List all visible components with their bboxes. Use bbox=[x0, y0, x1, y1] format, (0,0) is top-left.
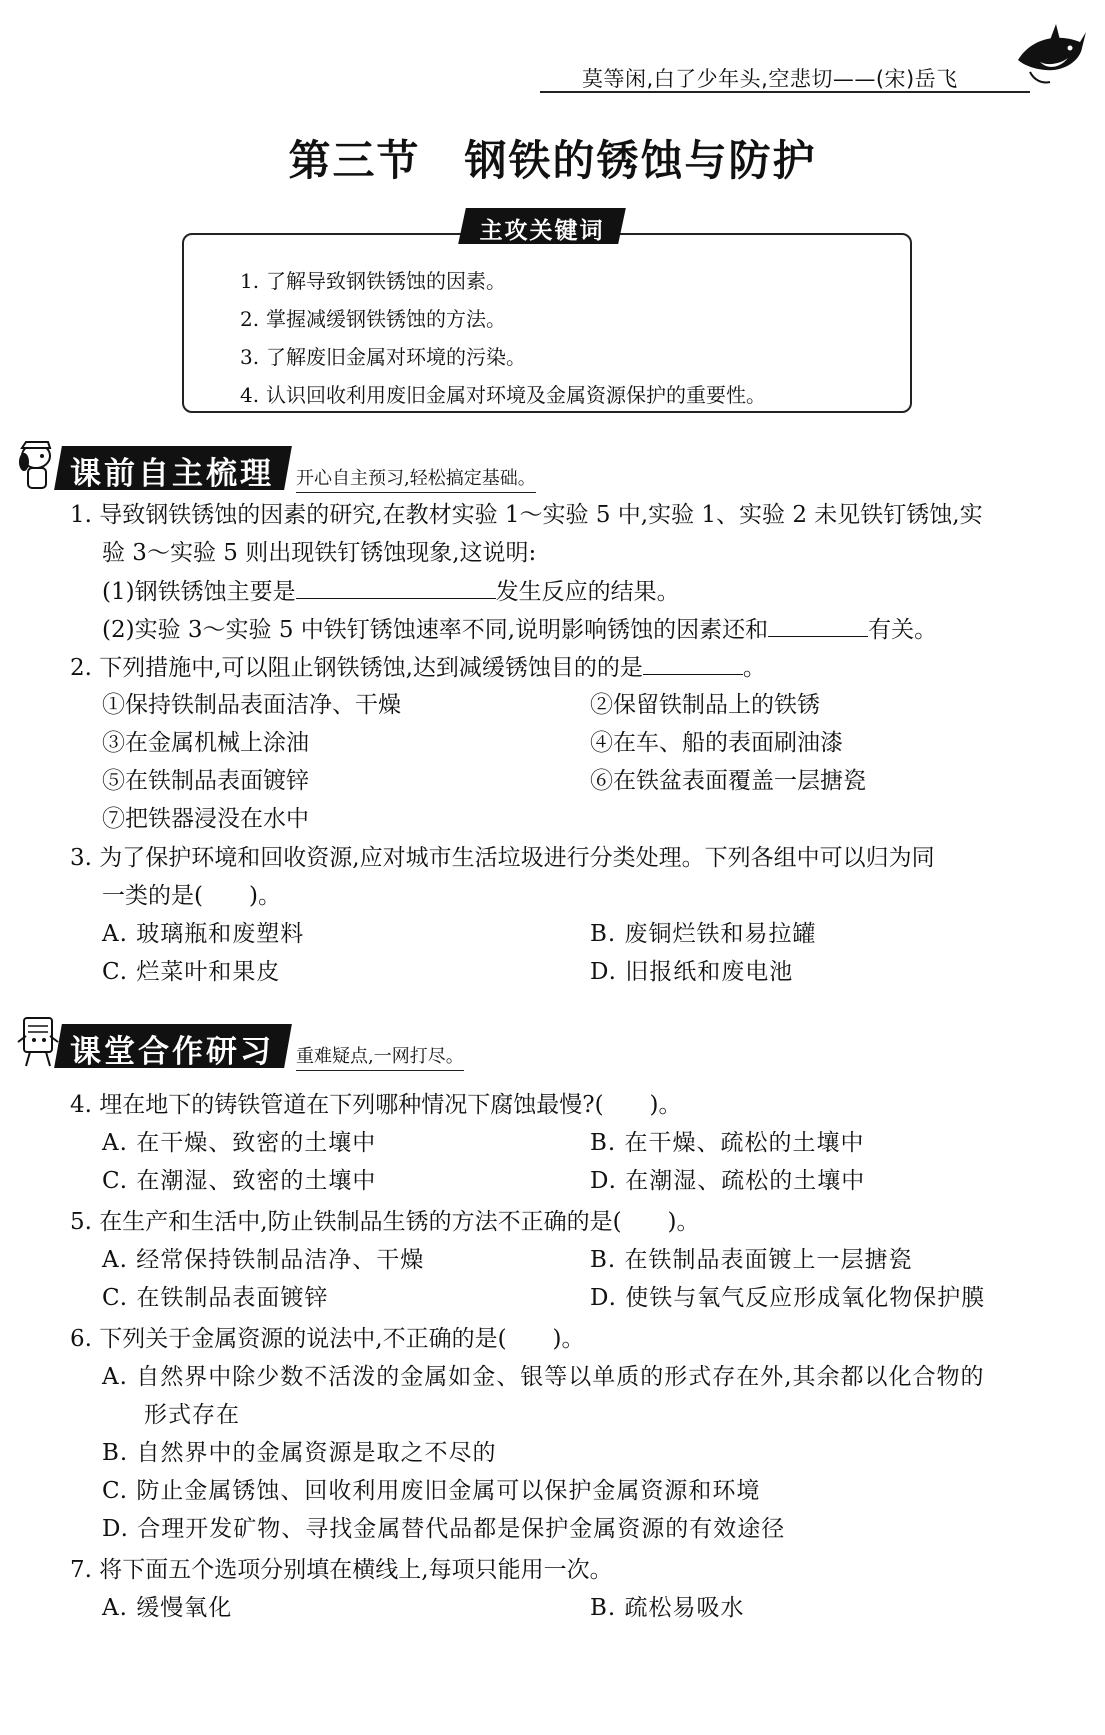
q3-option-c: C. 烂菜叶和果皮 bbox=[102, 959, 281, 985]
q4-stem: 4. 埋在地下的铸铁管道在下列哪种情况下腐蚀最慢?( )。 bbox=[70, 1092, 682, 1118]
q5-stem: 5. 在生产和生活中,防止铁制品生锈的方法不正确的是( )。 bbox=[70, 1209, 700, 1235]
q6-option-a: A. 自然界中除少数不活泼的金属如金、银等以单质的形式存在外,其余都以化合物的 bbox=[102, 1364, 985, 1390]
q1-part2: (2)实验 3～实验 5 中铁钉锈蚀速率不同,说明影响锈蚀的因素还和 有关。 bbox=[102, 614, 937, 645]
section-title: 课堂合作研习 bbox=[70, 1034, 274, 1070]
q5-option-a: A. 经常保持铁制品洁净、干燥 bbox=[102, 1247, 425, 1273]
section-heading-preview bbox=[14, 434, 914, 494]
q3-line1: 3. 为了保护环境和回收资源,应对城市生活垃圾进行分类处理。下列各组中可以归为同 bbox=[70, 845, 935, 871]
q6-option-d: D. 合理开发矿物、寻找金属替代品都是保护金属资源的有效途径 bbox=[102, 1516, 786, 1542]
q3-option-a: A. 玻璃瓶和废塑料 bbox=[102, 921, 305, 947]
q6-option-b: B. 自然界中的金属资源是取之不尽的 bbox=[102, 1440, 497, 1466]
q2-option: ②保留铁制品上的铁锈 bbox=[590, 692, 820, 718]
orca-icon bbox=[1010, 20, 1090, 90]
q3-option-b: B. 废铜烂铁和易拉罐 bbox=[590, 921, 817, 947]
q7-option-b: B. 疏松易吸水 bbox=[590, 1595, 745, 1621]
header-rule bbox=[540, 91, 1030, 93]
answer-blank[interactable] bbox=[296, 576, 496, 599]
q5-option-d: D. 使铁与氧气反应形成氧化物保护膜 bbox=[590, 1285, 986, 1311]
keyword-item: 1. 了解导致钢铁锈蚀的因素。 bbox=[240, 269, 506, 293]
keyword-item: 3. 了解废旧金属对环境的污染。 bbox=[240, 345, 526, 369]
q4-option-c: C. 在潮湿、致密的土壤中 bbox=[102, 1168, 377, 1194]
q6-option-a-cont: 形式存在 bbox=[144, 1402, 240, 1428]
q7-option-a: A. 缓慢氧化 bbox=[102, 1595, 233, 1621]
q2-option: ⑦把铁器浸没在水中 bbox=[102, 806, 309, 832]
q4-option-d: D. 在潮湿、疏松的土壤中 bbox=[590, 1168, 866, 1194]
section-title: 课前自主梳理 bbox=[70, 456, 274, 492]
section-heading-classroom bbox=[14, 1012, 914, 1072]
q1-line2: 验 3～实验 5 则出现铁钉锈蚀现象,这说明: bbox=[102, 540, 537, 566]
q3-option-d: D. 旧报纸和废电池 bbox=[590, 959, 794, 985]
keywords-list bbox=[240, 262, 766, 414]
page-title: 第三节 钢铁的锈蚀与防护 bbox=[288, 136, 817, 185]
q1-line1: 1. 导致钢铁锈蚀的因素的研究,在教材实验 1～实验 5 中,实验 1、实验 2 未见铁钉锈蚀,实 bbox=[70, 502, 983, 528]
keywords-tag: 主攻关键词 bbox=[479, 218, 605, 244]
q2-option: ⑥在铁盆表面覆盖一层搪瓷 bbox=[590, 768, 866, 794]
q2-option: ①保持铁制品表面洁净、干燥 bbox=[102, 692, 401, 718]
header-quote: 莫等闲,白了少年头,空悲切——(宋)岳飞 bbox=[582, 67, 958, 91]
keyword-item: 4. 认识回收利用废旧金属对环境及金属资源保护的重要性。 bbox=[240, 383, 766, 407]
q2-option: ⑤在铁制品表面镀锌 bbox=[102, 768, 309, 794]
q6-stem: 6. 下列关于金属资源的说法中,不正确的是( )。 bbox=[70, 1326, 585, 1352]
section-subtitle: 开心自主预习,轻松搞定基础。 bbox=[296, 464, 536, 493]
q7-stem: 7. 将下面五个选项分别填在横线上,每项只能用一次。 bbox=[70, 1557, 613, 1583]
q5-option-c: C. 在铁制品表面镀锌 bbox=[102, 1285, 329, 1311]
q6-option-c: C. 防止金属锈蚀、回收利用废旧金属可以保护金属资源和环境 bbox=[102, 1478, 761, 1504]
answer-blank[interactable] bbox=[768, 614, 868, 637]
q5-option-b: B. 在铁制品表面镀上一层搪瓷 bbox=[590, 1247, 913, 1273]
section-subtitle: 重难疑点,一网打尽。 bbox=[296, 1042, 464, 1071]
q4-option-b: B. 在干燥、疏松的土壤中 bbox=[590, 1130, 865, 1156]
answer-blank[interactable] bbox=[643, 652, 743, 675]
q1-part1: (1)钢铁锈蚀主要是 发生反应的结果。 bbox=[102, 576, 680, 607]
page-header bbox=[540, 55, 1030, 91]
q2-option: ③在金属机械上涂油 bbox=[102, 730, 309, 756]
keyword-item: 2. 掌握减缓钢铁锈蚀的方法。 bbox=[240, 307, 506, 331]
q2-stem: 2. 下列措施中,可以阻止钢铁锈蚀,达到减缓锈蚀目的的是 。 bbox=[70, 652, 766, 683]
q4-option-a: A. 在干燥、致密的土壤中 bbox=[102, 1130, 377, 1156]
q3-line2: 一类的是( )。 bbox=[102, 883, 281, 909]
q2-option: ④在车、船的表面刷油漆 bbox=[590, 730, 843, 756]
